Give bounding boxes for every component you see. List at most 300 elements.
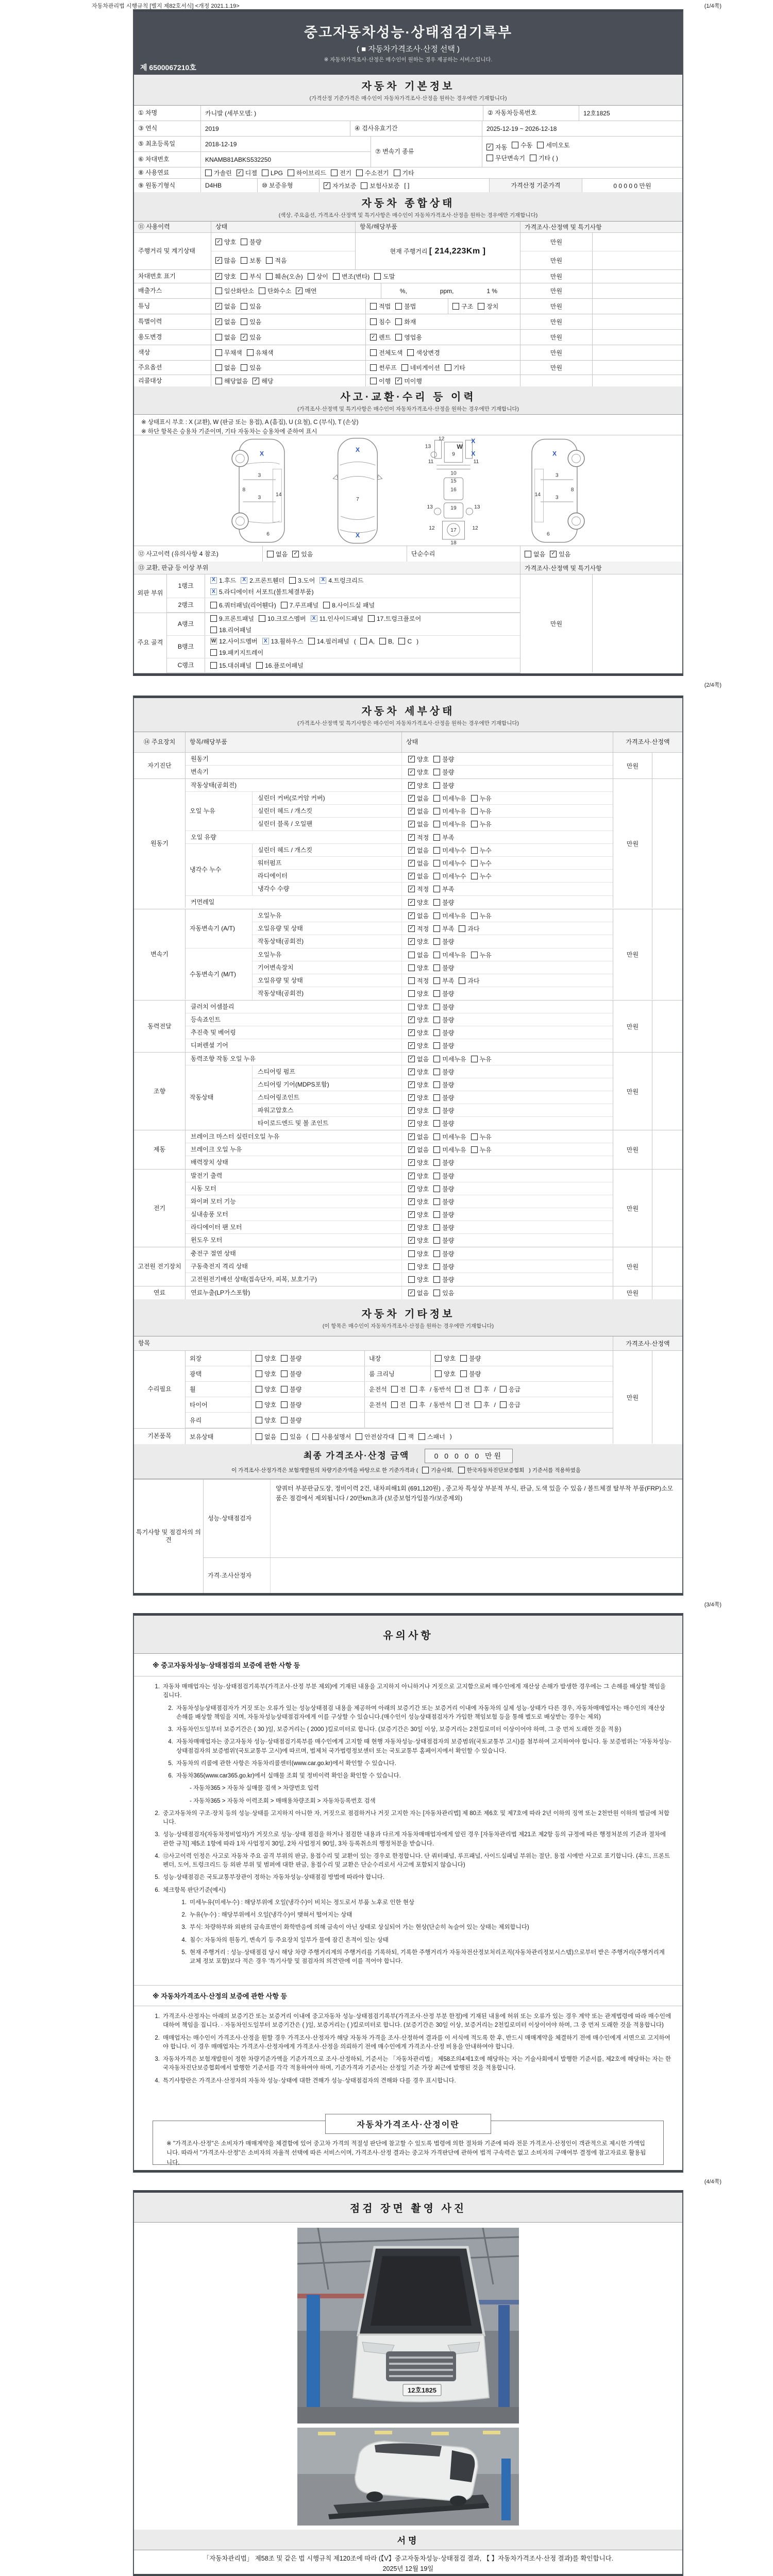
checkbox[interactable] (215, 333, 236, 342)
price-cell: 만원 (520, 270, 593, 283)
checkbox-checked[interactable] (311, 614, 363, 623)
checkbox[interactable] (433, 898, 454, 907)
checkbox-checked-icon: ✓ (408, 1056, 415, 1062)
checkbox-label: 미세누수 (442, 846, 466, 854)
checkbox[interactable] (500, 1385, 520, 1394)
checkbox[interactable] (215, 348, 242, 357)
checkbox[interactable] (256, 1400, 276, 1409)
checkbox[interactable] (370, 317, 391, 326)
checkbox-checked[interactable] (296, 286, 316, 295)
checkbox[interactable] (333, 272, 369, 281)
checkbox[interactable] (433, 755, 454, 764)
checkbox-icon (391, 1386, 398, 1393)
checkbox[interactable] (256, 1385, 276, 1394)
checkbox[interactable] (433, 1132, 466, 1141)
checkbox[interactable] (433, 820, 466, 828)
checkbox[interactable] (433, 1015, 454, 1024)
checkbox[interactable] (452, 302, 473, 311)
checkbox-checked[interactable] (408, 924, 429, 933)
checkbox[interactable] (471, 951, 492, 959)
checkbox[interactable] (433, 807, 466, 816)
checkbox-checked[interactable] (215, 272, 236, 281)
checkbox[interactable] (418, 1432, 445, 1441)
checkbox-checked[interactable] (215, 256, 236, 265)
checkbox-icon (408, 964, 415, 971)
checkbox[interactable] (433, 1093, 454, 1102)
item-state (251, 1413, 365, 1428)
checkbox-checked[interactable] (262, 637, 304, 646)
notice-item: 3. 자동차인도일부터 보증기간은 ( 30 )일, 보증거리는 ( 2000 )킬로미터로 합니다. (보증기간은 30일 이상, 보증거리는 2천킬로미터 이상이어야 하며, 그 중 먼저 도래한 것을 적용) (168, 1726, 621, 1733)
checkbox-label: 13.휠하우스 (271, 638, 304, 646)
table-row (134, 361, 682, 375)
checkbox[interactable] (433, 1119, 454, 1128)
checkbox[interactable] (471, 820, 492, 828)
checkbox[interactable] (281, 1385, 301, 1394)
checkbox[interactable] (433, 1223, 454, 1232)
price-cell: 만원 (520, 361, 593, 375)
checkbox-label: 15.대쉬패널 (219, 662, 252, 669)
checkbox-checked[interactable] (408, 846, 429, 855)
checkbox[interactable] (433, 951, 466, 959)
checkbox[interactable] (408, 1249, 429, 1258)
checkbox[interactable] (368, 614, 421, 623)
checkbox[interactable] (394, 168, 414, 177)
checkbox[interactable] (433, 1184, 454, 1193)
checkbox[interactable] (241, 302, 261, 311)
checkbox[interactable] (241, 256, 261, 265)
cell: 주요옵션 (134, 361, 211, 375)
checkbox[interactable] (459, 924, 479, 933)
checkbox-checked[interactable] (408, 859, 429, 868)
checkbox[interactable] (408, 976, 429, 985)
checkbox-checked[interactable] (370, 333, 391, 342)
checkbox[interactable] (433, 1067, 454, 1076)
checkbox-label: 전기 (339, 170, 352, 177)
checkbox[interactable] (395, 317, 416, 326)
checkbox-label: 없음 (417, 912, 429, 920)
checkbox-checked[interactable] (408, 833, 429, 842)
checkbox[interactable] (370, 377, 391, 385)
checkbox-checked[interactable] (408, 1028, 429, 1037)
checkbox[interactable] (210, 661, 251, 670)
checkbox[interactable] (433, 1289, 454, 1297)
checkbox[interactable] (391, 1385, 406, 1394)
sub-group (186, 948, 613, 1000)
cell (593, 375, 682, 386)
checkbox[interactable] (525, 550, 545, 558)
checkbox-icon (486, 155, 493, 161)
diagram-mark: 6 (546, 531, 550, 537)
checkbox-icon (288, 170, 294, 176)
checkbox-checked[interactable] (408, 1223, 429, 1232)
checkbox[interactable] (256, 1354, 276, 1363)
cell (211, 330, 366, 345)
checkbox[interactable] (281, 1369, 301, 1378)
checkbox[interactable] (433, 1003, 454, 1011)
checkbox-label: 불량 (442, 1081, 455, 1089)
checkbox[interactable] (471, 1132, 492, 1141)
checkbox[interactable] (445, 363, 465, 372)
checkbox-label: 스패너 (427, 1433, 445, 1440)
checkbox-checked[interactable] (320, 576, 363, 585)
checkbox[interactable] (370, 348, 402, 357)
cell (211, 345, 366, 360)
checkbox[interactable] (256, 661, 304, 670)
checkbox[interactable] (500, 1400, 520, 1409)
checkbox-checked[interactable] (241, 576, 284, 585)
checkbox[interactable] (323, 601, 375, 609)
checkbox-icon (267, 551, 274, 557)
diagram-mark: 3 (555, 494, 559, 500)
checkbox[interactable] (433, 1080, 454, 1089)
checkbox[interactable] (256, 1432, 276, 1441)
checkbox[interactable] (241, 238, 261, 246)
checkbox-label: 양호 (417, 1250, 429, 1258)
checkbox-checked[interactable] (550, 550, 570, 558)
checkbox[interactable] (537, 141, 569, 149)
checkbox[interactable] (266, 256, 287, 265)
checkbox-checked[interactable] (408, 1055, 429, 1063)
checkbox-checked[interactable] (408, 1041, 429, 1050)
checkbox-checked-icon: ✓ (408, 847, 415, 854)
checkbox[interactable] (471, 807, 492, 816)
notice-sub2: ※ 자동차가격조사·산정의 보증에 관한 사항 등 (134, 1986, 682, 2006)
checkbox[interactable] (241, 317, 261, 326)
checkbox[interactable] (422, 1466, 453, 1474)
checkbox[interactable] (215, 377, 248, 385)
checkbox[interactable] (259, 286, 291, 295)
simple-repair-options (520, 546, 682, 562)
check-row: 시동 모터 ✓ 양호 불량 (186, 1182, 613, 1195)
checkbox[interactable] (356, 168, 389, 177)
checkbox-icon (281, 1355, 288, 1362)
text: / 동반석 (429, 1386, 451, 1393)
checkbox[interactable] (210, 601, 276, 609)
checkbox-checked[interactable] (408, 1289, 429, 1297)
checkbox[interactable] (460, 1354, 481, 1363)
checkbox[interactable] (435, 1354, 456, 1363)
checkbox-icon (408, 1263, 415, 1270)
checkbox[interactable] (433, 1158, 454, 1167)
checkbox[interactable] (410, 1400, 425, 1409)
checkbox[interactable] (433, 1106, 454, 1115)
checkbox-icon (408, 1276, 415, 1283)
checkbox[interactable] (433, 833, 454, 842)
checkbox-label: 누유 (479, 1146, 492, 1154)
checkbox-label: 탄화수소 (267, 287, 292, 295)
checkbox-icon (433, 1004, 440, 1010)
checkbox[interactable] (331, 168, 351, 177)
checkbox[interactable] (308, 637, 349, 646)
checkbox[interactable] (435, 1369, 456, 1378)
text: ( (306, 1433, 309, 1440)
checkbox[interactable] (471, 1055, 492, 1063)
checkbox[interactable] (471, 794, 492, 803)
checkbox[interactable] (433, 794, 466, 803)
service-note: ※ 자동차가격조사·산정은 매수인이 원하는 경우 제공하는 서비스입니다. (324, 57, 493, 63)
checkbox-checked[interactable] (408, 768, 429, 776)
checkbox[interactable] (407, 348, 440, 357)
checkbox-checked[interactable] (408, 1145, 429, 1154)
checkbox[interactable] (370, 363, 397, 372)
checkbox-label: 17.트렁크플로어 (376, 615, 422, 623)
cell (593, 345, 682, 360)
checkbox[interactable] (512, 141, 532, 149)
checkbox[interactable] (475, 1400, 490, 1409)
checkbox-checked[interactable] (215, 302, 236, 311)
checkbox[interactable] (262, 170, 283, 177)
checkbox-label: 장치 (486, 303, 499, 310)
checkbox[interactable] (433, 846, 466, 855)
checkbox[interactable] (408, 1262, 429, 1271)
checkbox[interactable] (308, 272, 328, 281)
checkbox-checked[interactable] (408, 1184, 429, 1193)
checkbox-checked[interactable] (324, 181, 356, 190)
checkbox-checked[interactable] (237, 168, 257, 177)
checkbox[interactable] (530, 154, 558, 162)
checkbox[interactable] (433, 885, 454, 893)
table-row (134, 375, 682, 386)
checkbox[interactable] (433, 963, 454, 972)
checkbox[interactable] (471, 872, 492, 880)
checkbox[interactable] (259, 614, 306, 623)
checkbox-checked[interactable] (408, 755, 429, 764)
checkbox[interactable] (455, 1400, 470, 1409)
checkbox-icon (460, 1355, 467, 1362)
checkbox-label: 기타 ( ) (538, 155, 558, 162)
checkbox-label: 9.프론트패널 (219, 615, 254, 623)
checkbox-label: 없음 (417, 1290, 429, 1297)
item-state (251, 1366, 365, 1381)
notice-item: 2. 자동차성능상태점검자가 거짓 또는 오류가 있는 성능상태점검 내용을 제공하여 아래의 보증기간 또는 보증거리 이내에 자동차의 실제 성능·상태가 다른 경우, 자동차매매업자는 매수인의 재산상 손해를 배상할 책임을 지며, 자동차성능상태점검자에게 이를 구상할 수 있습니다.(매수인이 성능상태점검자가 가입한 책임보험 등을 통해 별도로 배상받는 경우는 제외) (168, 1705, 665, 1720)
checkbox[interactable] (210, 648, 263, 657)
checkbox-checked[interactable] (408, 1172, 429, 1180)
checkbox-checked-icon: ✓ (408, 860, 415, 867)
checkbox-checked[interactable] (408, 1106, 429, 1115)
checkbox[interactable] (471, 911, 492, 920)
rank-row (167, 598, 520, 613)
checkbox[interactable] (433, 1145, 466, 1154)
checkbox[interactable] (281, 1416, 301, 1425)
checkbox-checked[interactable] (215, 238, 236, 246)
checkbox-label: 양호 (417, 1237, 429, 1244)
check-row: 라디에이터 ✓ 없음 미세누수 누수 (253, 870, 613, 883)
checkbox-icon (370, 303, 377, 310)
checkbox-label: 불량 (442, 769, 455, 776)
checkbox[interactable] (281, 601, 318, 609)
checkbox[interactable] (433, 768, 454, 776)
checkbox[interactable] (408, 963, 429, 972)
checkbox[interactable] (312, 1432, 351, 1441)
checkbox-checked[interactable] (408, 1132, 429, 1141)
checkbox[interactable] (398, 638, 412, 645)
checkbox[interactable] (433, 1210, 454, 1219)
checkbox-checked[interactable] (486, 143, 507, 151)
checkbox-checked[interactable] (408, 781, 429, 790)
checkbox[interactable] (395, 333, 422, 342)
checkbox-checked[interactable] (395, 377, 422, 385)
checkbox-label: 14.필러패널 (316, 638, 349, 646)
item-extra (365, 1397, 613, 1412)
checkbox-icon (374, 273, 381, 280)
checkbox-icon (256, 1370, 262, 1377)
checkbox[interactable] (256, 1369, 276, 1378)
checkbox-label: 10.크로스멤버 (267, 615, 306, 623)
checkbox-checked[interactable] (292, 550, 313, 558)
checkbox-checked[interactable] (408, 872, 429, 880)
checkbox[interactable] (408, 1275, 429, 1284)
checkbox[interactable] (433, 781, 454, 790)
checkbox[interactable] (433, 872, 466, 880)
checkbox[interactable] (241, 272, 261, 281)
checkbox[interactable] (289, 576, 315, 585)
checkbox-checked[interactable] (408, 937, 429, 946)
checkbox-checked[interactable] (408, 807, 429, 816)
checkbox[interactable] (408, 951, 429, 959)
checkbox-checked[interactable] (408, 1236, 429, 1245)
checkbox[interactable] (281, 1400, 301, 1409)
device-group (134, 1170, 682, 1247)
checkbox[interactable] (401, 363, 440, 372)
checkbox[interactable] (408, 989, 429, 998)
checkbox[interactable] (433, 1197, 454, 1206)
checkbox[interactable] (361, 181, 399, 190)
checkbox[interactable] (475, 1385, 490, 1394)
checkbox[interactable] (210, 614, 254, 623)
checkbox[interactable] (433, 1041, 454, 1050)
checkbox[interactable] (433, 859, 466, 868)
checkbox[interactable] (433, 1236, 454, 1245)
checkbox[interactable] (433, 1262, 454, 1271)
checkbox-icon (433, 1224, 440, 1231)
checkbox-checked[interactable] (210, 587, 314, 596)
checkbox-icon (391, 1401, 398, 1408)
document-subtitle: ( ■ 자동차가격조사·산정 선택 ) (356, 45, 460, 54)
checkbox-checked[interactable] (408, 1015, 429, 1024)
checkbox[interactable] (433, 1028, 454, 1037)
checkbox[interactable] (399, 1432, 414, 1441)
checkbox-checked[interactable] (408, 1080, 429, 1089)
checkbox-checked[interactable] (408, 820, 429, 828)
checkbox-label: 색상변경 (416, 349, 440, 357)
checkbox[interactable] (266, 272, 303, 281)
check-row: 브레이크 오일 누유 ✓ 없음 미세누유 누유 (186, 1143, 613, 1156)
checkbox[interactable] (267, 550, 288, 558)
checkbox[interactable] (205, 168, 232, 177)
checkbox[interactable] (379, 638, 394, 645)
checkbox[interactable] (486, 154, 525, 162)
device-group-label: 동력전달 (134, 1001, 186, 1052)
table-header-row (134, 222, 682, 233)
checkbox-label: 불량 (442, 1003, 455, 1011)
checkbox-checked[interactable] (210, 576, 236, 585)
checkbox[interactable] (433, 1172, 454, 1180)
checkbox-checked[interactable] (408, 911, 429, 920)
checkbox-checked[interactable] (408, 885, 429, 893)
price-cell: 만원 (613, 1001, 652, 1052)
checkbox-checked[interactable] (253, 377, 273, 385)
checkbox[interactable] (288, 168, 326, 177)
checkbox-icon (281, 1401, 288, 1408)
checkbox[interactable] (241, 363, 261, 372)
checkbox[interactable] (356, 1432, 394, 1441)
checkbox-icon (256, 1386, 262, 1393)
checkbox[interactable] (410, 1385, 425, 1394)
checkbox-checked[interactable] (408, 1067, 429, 1076)
checkbox[interactable] (433, 1275, 454, 1284)
checkbox[interactable] (370, 302, 391, 311)
checkbox-checked-icon: X (210, 577, 217, 584)
checkbox[interactable] (433, 1249, 454, 1258)
checkbox-checked[interactable] (408, 1158, 429, 1167)
checkbox[interactable] (433, 976, 454, 985)
checkbox[interactable] (433, 937, 454, 946)
checkbox[interactable] (391, 1400, 406, 1409)
checkbox-checked[interactable] (408, 1210, 429, 1219)
checkbox-checked-icon: ✓ (395, 378, 402, 384)
detail-title: 자동차 세부상태 (361, 706, 455, 717)
checkbox[interactable] (408, 1003, 429, 1011)
checkbox-icon (256, 1401, 262, 1408)
checkbox[interactable] (395, 302, 416, 311)
checkbox-icon (281, 1370, 288, 1377)
checkbox[interactable] (459, 976, 479, 985)
checkbox-icon (433, 1250, 440, 1257)
checkbox[interactable] (471, 846, 492, 855)
checkbox-label: 이행 (379, 377, 391, 385)
checkbox-label: 없음 (224, 334, 237, 341)
checkbox-checked[interactable] (408, 1119, 429, 1128)
checkbox[interactable] (433, 1055, 466, 1063)
checkbox[interactable] (374, 272, 395, 281)
checkbox-checked[interactable] (241, 333, 261, 342)
checkbox-checked[interactable] (210, 637, 258, 646)
checkbox[interactable] (433, 911, 466, 920)
checkbox[interactable] (256, 1416, 276, 1425)
checkbox[interactable] (433, 989, 454, 998)
checkbox[interactable] (281, 1354, 301, 1363)
checkbox[interactable] (471, 1145, 492, 1154)
checkbox[interactable] (210, 625, 251, 634)
checkbox[interactable] (360, 638, 375, 645)
checkbox[interactable] (281, 1432, 301, 1441)
checkbox-label: 없음 (224, 318, 237, 326)
checkbox-checked[interactable] (408, 794, 429, 803)
checkbox-checked[interactable] (408, 1197, 429, 1206)
text: %, (399, 287, 407, 295)
checkbox[interactable] (215, 363, 236, 372)
checkbox[interactable] (433, 924, 454, 933)
checkbox[interactable] (460, 1369, 481, 1378)
checkbox-checked-icon: ✓ (408, 1069, 415, 1075)
diagram-mark: 19 (450, 505, 457, 511)
inspector-opinion: 양쿼터 부분판금도장, 정비이력 2건, 내차피해1회 (691,120원) , 중고차 특성상 부분적 부식, 판금, 도색 있을 수 있음 / 볼트체결 탈부착 부품(FRP)소모품은 점검에서 제외됩니다 / 20만km초과 (보증보험가입불가/보증제외) (276, 1485, 674, 1502)
price-cell: 만원 (520, 345, 593, 360)
fuel-options (201, 167, 682, 178)
checkbox[interactable] (247, 348, 274, 357)
checkbox[interactable] (215, 286, 254, 295)
checkbox-checked[interactable] (215, 317, 236, 326)
price-cell: 만원 (520, 283, 593, 298)
checkbox-label: 1.후드 (219, 577, 237, 584)
checkbox-icon (410, 1401, 417, 1408)
checkbox[interactable] (478, 302, 498, 311)
checkbox[interactable] (455, 1385, 470, 1394)
checkbox-checked[interactable] (408, 1093, 429, 1102)
checkbox-checked[interactable] (408, 898, 429, 907)
checkbox[interactable] (471, 859, 492, 868)
checkbox[interactable] (458, 1466, 525, 1474)
